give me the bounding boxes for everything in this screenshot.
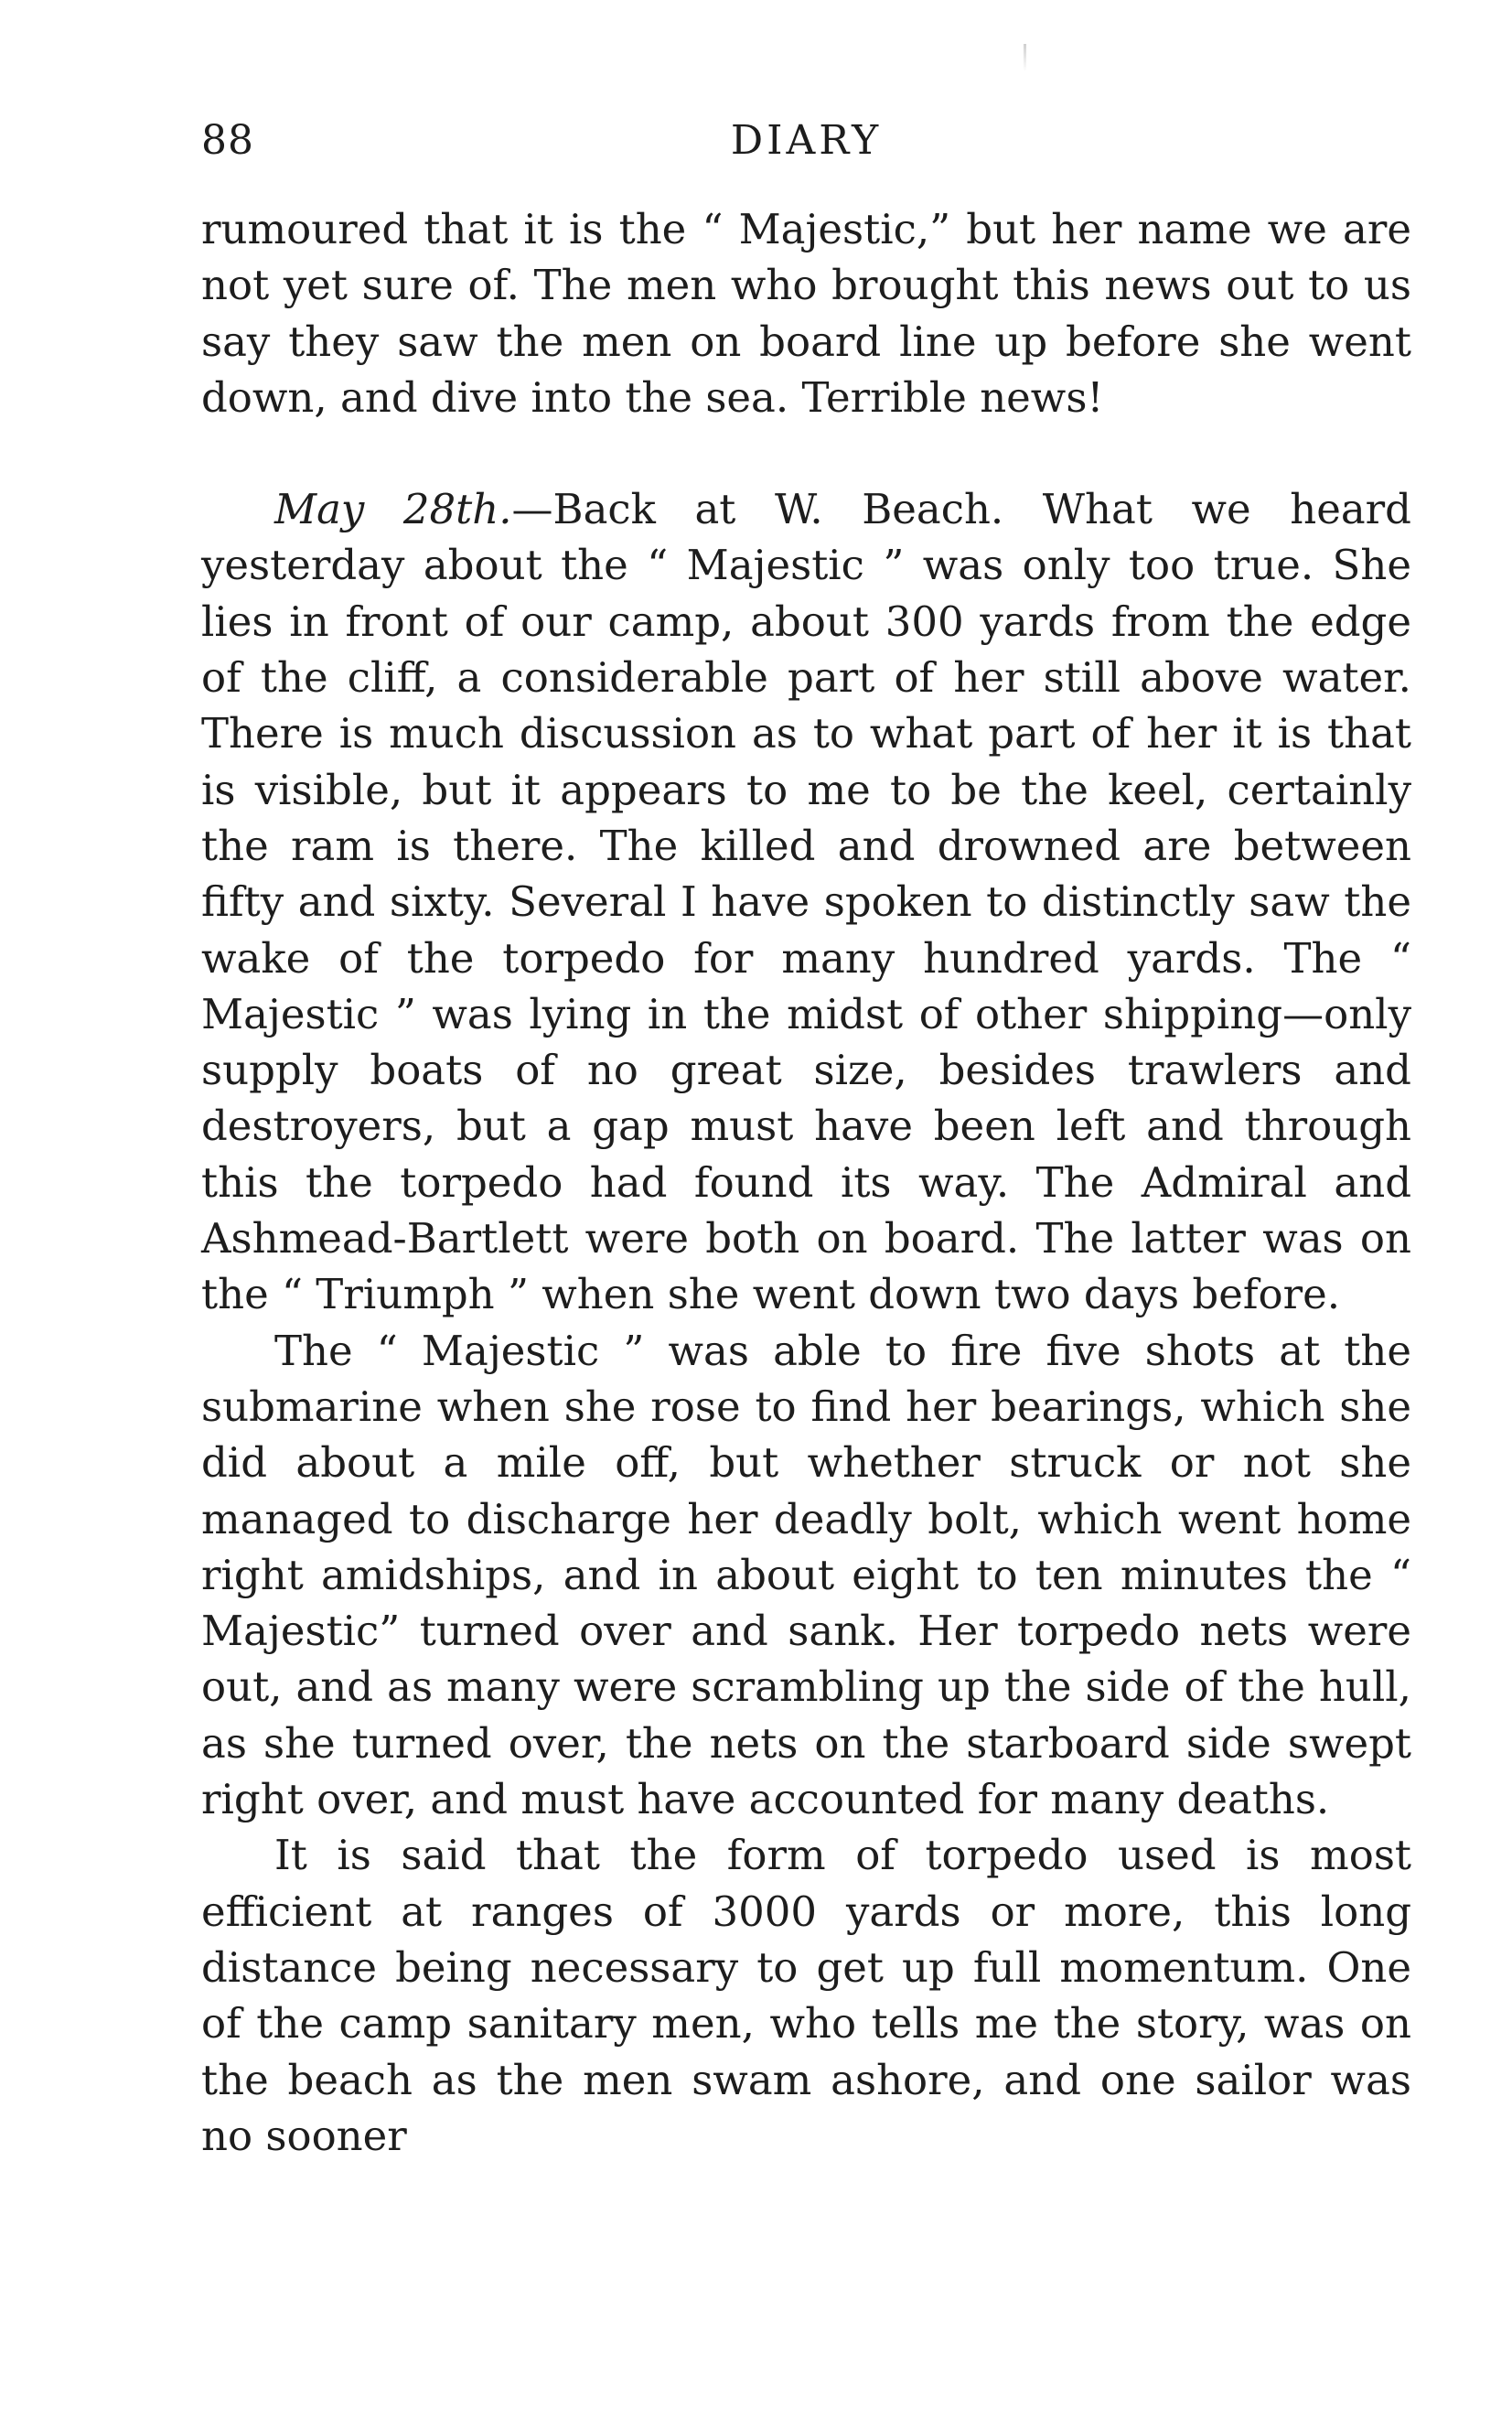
diary-entry-paragraph bbox=[201, 481, 1411, 1322]
page-number: 88 bbox=[201, 117, 254, 164]
entry-date: May 28th. bbox=[274, 485, 512, 534]
paragraph-torpedo-range: It is said that the form of torpedo used is most efficient at ranges of 3000 yards or more, this long distance being necessary to get up full momentum. One of the camp sanitary men, who tells me the story, was on the beach as the men swam ashore, and one sailor was no sooner bbox=[201, 1831, 1411, 2160]
page-blemish bbox=[1024, 44, 1026, 71]
running-title: DIARY bbox=[730, 117, 883, 164]
entry-text: —Back at W. Beach. What we heard yesterday about the “ Majestic ” was only too true. She lies in front of our camp, about 300 yards from the edge of the cliff, a considerable part of her still above water. There is much discussion as to what part of her it is that is visible, but it appears to me to be the keel, certainly the ram is there. The killed and drowned are between fifty and sixty. Several I have spoken to distinctly saw the wake of the torpedo for many hundred yards. The “ Majestic ” was lying in the midst of other shipping—only supply boats of no great size, besides trawlers and destroyers, but a gap must have been left and through this the torpedo had found its way. The Admiral and Ashmead-Bartlett were both on board. The latter was on the “ Triumph ” when she went down two days before. bbox=[201, 485, 1411, 1319]
running-head bbox=[201, 117, 1411, 172]
body-text bbox=[201, 201, 1411, 2164]
paragraph-continued: rumoured that it is the “ Majestic,” but her name we are not yet sure of. The men who brought this news out to us say they saw the men on board line up before she went down, and dive into the sea. Terrible news! bbox=[201, 205, 1411, 422]
paragraph-majestic-sinking: The “ Majestic ” was able to fire five shots at the submarine when she rose to find her bearings, which she did about a mile off, but whether struck or not she managed to discharge her deadly bolt, which went home right amidships, and in about eight to ten minutes the “ Majestic” turned over and sank. Her torpedo nets were out, and as many were scrambling up the side of the hull, as she turned over, the nets on the starboard side swept right over, and must have accounted for many deaths. bbox=[201, 1326, 1411, 1824]
